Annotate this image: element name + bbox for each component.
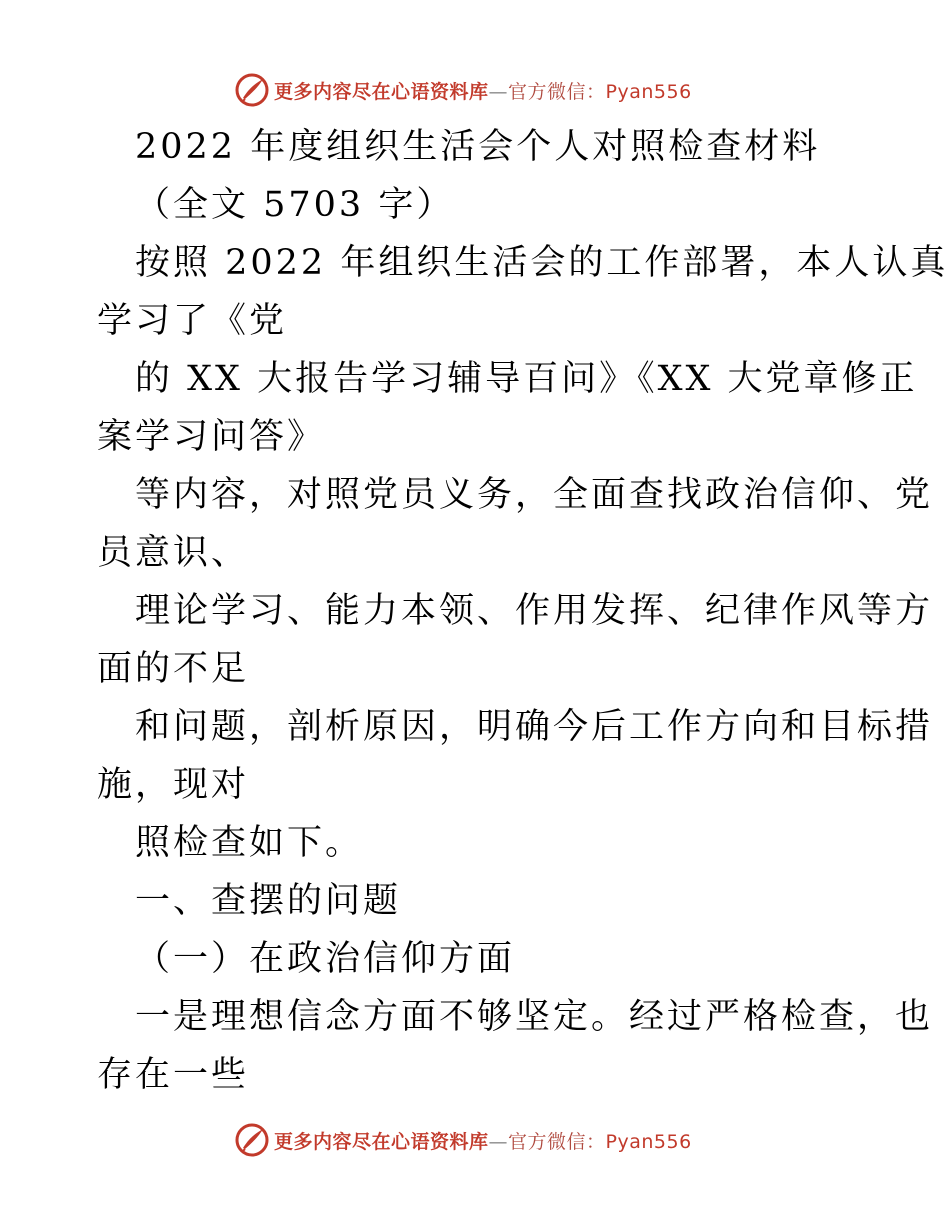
text-line: 一、查摆的问题	[135, 881, 402, 921]
text-line: 和问题，剖析原因，明确今后工作方向和目标措	[135, 707, 934, 747]
watermark-id: Pyan556	[605, 80, 692, 103]
quill-logo-icon	[234, 1122, 270, 1158]
watermark-side: 官方微信：	[508, 1130, 606, 1153]
watermark-separator: —	[488, 80, 509, 103]
watermark-id: Pyan556	[605, 1130, 692, 1153]
text-line: 存在一些	[97, 1055, 250, 1095]
text-line: 理论学习、能力本领、作用发挥、纪律作风等方	[135, 591, 934, 631]
text-line: 照检查如下。	[135, 823, 364, 863]
text-line: 施，现对	[97, 765, 250, 805]
text-line: 一是理想信念方面不够坚定。经过严格检查，也	[135, 997, 934, 1037]
text-line: 面的不足	[97, 649, 250, 689]
watermark-text	[274, 77, 692, 104]
text-line: 案学习问答》	[97, 417, 326, 457]
text-line: （一）在政治信仰方面	[135, 939, 516, 979]
quill-logo-icon	[234, 72, 270, 108]
watermark-main: 更多内容尽在心语资料库	[274, 80, 489, 103]
text-line: 等内容，对照党员义务，全面查找政治信仰、党	[135, 475, 934, 515]
document-body	[97, 118, 949, 1104]
text-line: （全文 5703 字）	[135, 185, 455, 225]
text-line: 员意识、	[97, 533, 250, 573]
text-line: 按照 2022 年组织生活会的工作部署，本人认真	[135, 243, 949, 283]
text-line: 学习了《党	[97, 301, 288, 341]
text-line: 2022 年度组织生活会个人对照检查材料	[135, 127, 821, 167]
watermark-side: 官方微信：	[508, 80, 606, 103]
watermark-footer	[234, 1120, 692, 1160]
watermark-header	[234, 70, 692, 110]
watermark-main: 更多内容尽在心语资料库	[274, 1130, 489, 1153]
text-line: 的 XX 大报告学习辅导百问》《XX 大党章修正	[135, 359, 918, 399]
watermark-separator: —	[488, 1130, 509, 1153]
watermark-text	[274, 1127, 692, 1154]
